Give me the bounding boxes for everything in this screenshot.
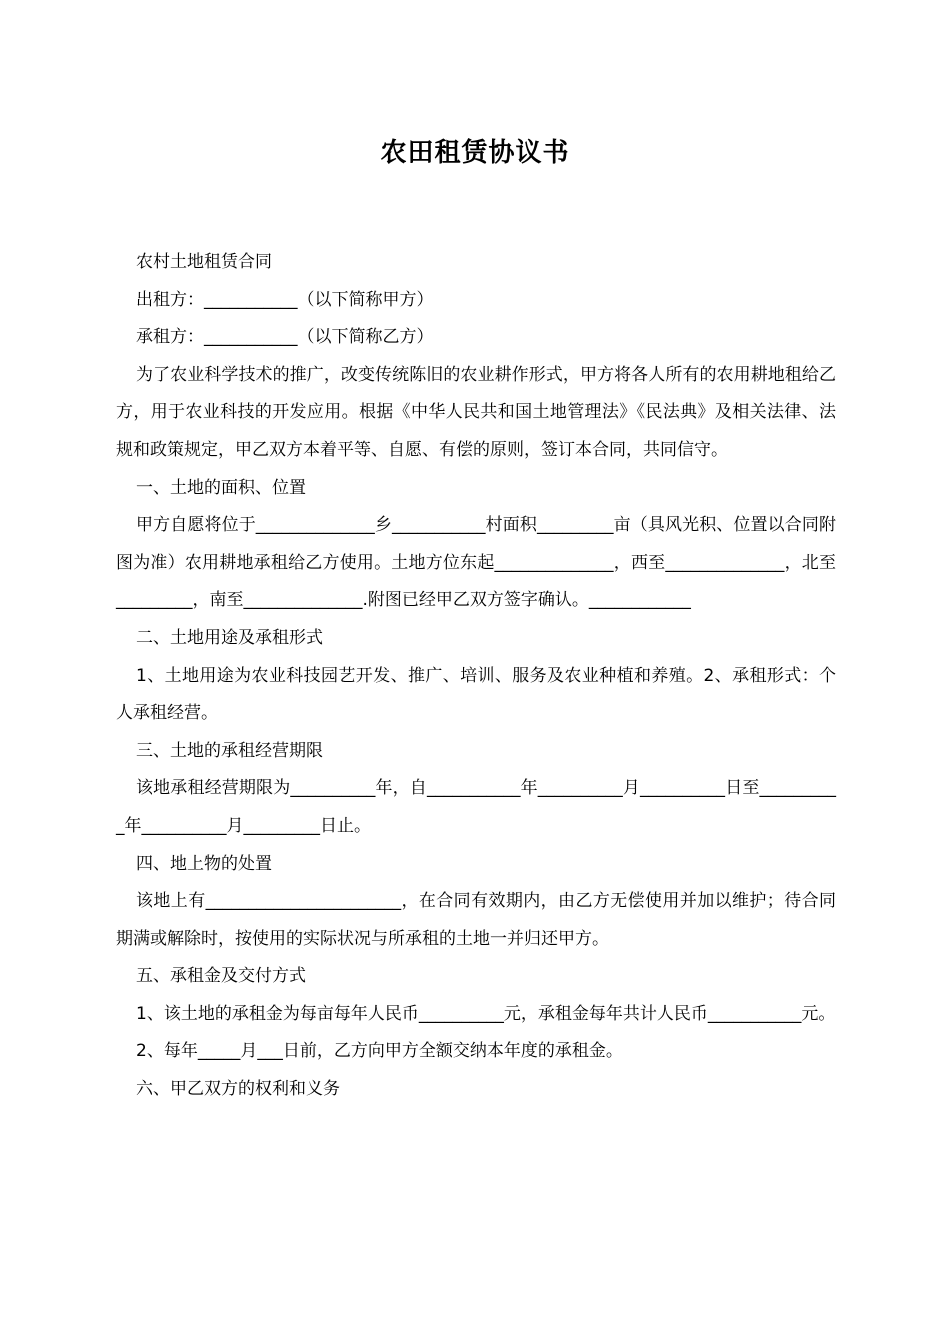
paragraph-section-4: 该地上有_______________________，在合同有效期内，由乙方无偿使用并加以维护；待合同期满或解除时，按使用的实际状况与所承租的土地一并归还甲方。 [116, 891, 836, 949]
paragraph-section-5-item-2: 2、每年_____月___日前，乙方向甲方全额交纳本年度的承租金。 [136, 1041, 623, 1062]
document-body [116, 244, 836, 1109]
section-heading-2: 二、土地用途及承租形式 [136, 627, 323, 648]
paragraph-section-2: 1、土地用途为农业科技园艺开发、推广、培训、服务及农业种植和养殖。2、承租形式：个人承租经营。 [116, 665, 836, 724]
section-heading-6: 六、甲乙双方的权利和义务 [136, 1079, 340, 1100]
paragraph-contract-heading: 农村土地租赁合同 [136, 252, 272, 272]
paragraph-lessor: 出租方：___________（以下简称甲方） [136, 289, 434, 310]
section-heading-5: 五、承租金及交付方式 [136, 966, 306, 987]
document-title: 农田租赁协议书 [380, 138, 570, 168]
paragraph-section-3: 该地承租经营期限为__________年，自___________年__________月__________日至__________年__________月_________日止。 [116, 778, 836, 836]
paragraph-section-5-item-1: 1、该土地的承租金为每亩每年人民币__________元，承租金每年共计人民币___________元。 [136, 1003, 836, 1024]
paragraph-section-1: 甲方自愿将位于______________乡___________村面积_________亩（具风光积、位置以合同附图为准）农用耕地承租给乙方使用。土地方位东起______________，西至______________，北至_________，南至______________.附图已经甲乙双方签字确认。____________ [116, 515, 836, 611]
section-heading-3: 三、土地的承租经营期限 [136, 740, 323, 761]
section-heading-1: 一、土地的面积、位置 [136, 477, 306, 498]
paragraph-preamble: 为了农业科学技术的推广，改变传统陈旧的农业耕作形式，甲方将各人所有的农用耕地租给乙方，用于农业科技的开发应用。根据《中华人民共和国土地管理法》《民法典》及相关法律、法规和政策规定，甲乙双方本着平等、自愿、有偿的原则，签订本合同，共同信守。 [116, 364, 836, 460]
paragraph-lessee: 承租方：___________（以下简称乙方） [136, 327, 434, 348]
section-heading-4: 四、地上物的处置 [136, 853, 272, 874]
